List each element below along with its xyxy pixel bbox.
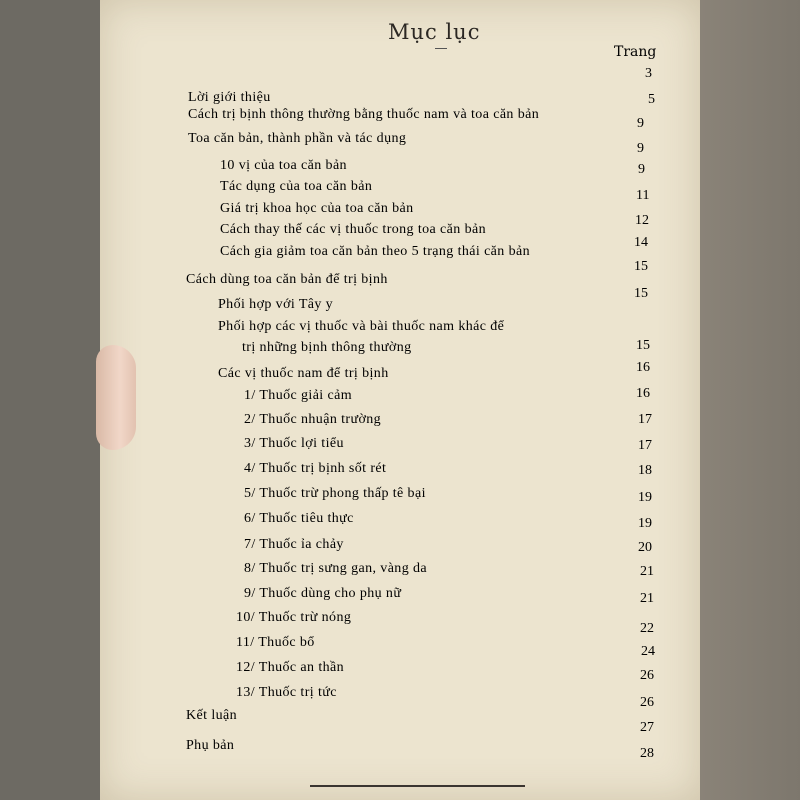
toc-page-number: 19 <box>638 490 652 505</box>
toc-page-number: 21 <box>640 564 654 579</box>
toc-entry: 7/ Thuốc ỉa chảy <box>244 537 344 552</box>
toc-page-number: 26 <box>640 695 654 710</box>
page-number: 3 <box>645 66 652 81</box>
toc-page-number: 9 <box>637 141 644 156</box>
toc-entry: 3/ Thuốc lợi tiểu <box>244 436 344 451</box>
toc-entry: 8/ Thuốc trị sưng gan, vàng da <box>244 561 428 576</box>
toc-entry: 10 vị của toa căn bản <box>220 158 347 173</box>
toc-entry: Kết luận <box>186 708 238 723</box>
toc-page-number: 18 <box>638 463 652 478</box>
toc-page-number: 24 <box>641 644 655 659</box>
toc-entry: Cách dùng toa căn bản để trị bịnh <box>186 272 388 287</box>
toc-page-number: 21 <box>640 591 654 606</box>
toc-page-number: 17 <box>638 438 652 453</box>
toc-entry: Lời giới thiệu <box>188 90 271 105</box>
toc-entry: 2/ Thuốc nhuận trường <box>244 412 382 427</box>
toc-entry: 13/ Thuốc trị tức <box>236 685 337 700</box>
toc-page-number: 9 <box>637 116 644 131</box>
toc-entry: 11/ Thuốc bổ <box>236 635 315 650</box>
toc-entry: Cách gia giảm toa căn bản theo 5 trạng thái căn bản <box>220 244 531 259</box>
toc-page-number: 11 <box>636 188 650 203</box>
toc-page-number: 19 <box>638 516 652 531</box>
toc-entry: 9/ Thuốc dùng cho phụ nữ <box>244 586 402 601</box>
toc-entry: Cách trị bịnh thông thường bằng thuốc nam và toa căn bản <box>188 107 540 122</box>
toc-entry: Phối hợp với Tây y <box>218 297 334 312</box>
toc-entry: 12/ Thuốc an thần <box>236 660 345 675</box>
toc-entry: Toa căn bản, thành phần và tác dụng <box>188 131 407 146</box>
toc-entry: 1/ Thuốc giải cảm <box>244 388 353 403</box>
toc-page-number: 17 <box>638 412 652 427</box>
toc-page-number: 16 <box>636 386 650 401</box>
toc-page-number: 14 <box>634 235 648 250</box>
page-column-header: Trang <box>614 44 657 60</box>
toc-page-number: 27 <box>640 720 654 735</box>
toc-page-number: 15 <box>634 286 648 301</box>
toc-entry: Phụ bản <box>186 738 235 753</box>
bottom-rule <box>310 785 525 787</box>
toc-entry: trị những bịnh thông thường <box>242 340 412 355</box>
toc-entry: Cách thay thế các vị thuốc trong toa căn bản <box>220 222 487 237</box>
table-surface <box>700 0 800 800</box>
thumb <box>96 345 136 450</box>
toc-page-number: 26 <box>640 668 654 683</box>
toc-entry: Các vị thuốc nam để trị bịnh <box>218 366 389 381</box>
toc-page-number: 9 <box>638 162 645 177</box>
toc-entry: Tác dụng của toa căn bản <box>220 179 373 194</box>
toc-page-number: 20 <box>638 540 652 555</box>
page-title: Mục lục <box>388 20 481 44</box>
toc-page-number: 22 <box>640 621 654 636</box>
toc-entry: 5/ Thuốc trừ phong thấp tê bại <box>244 486 426 501</box>
toc-page-number: 15 <box>634 259 648 274</box>
toc-page-number: 15 <box>636 338 650 353</box>
toc-page-number: 12 <box>635 213 649 228</box>
toc-entry: Giá trị khoa học của toa căn bản <box>220 201 414 216</box>
toc-entry: 10/ Thuốc trừ nóng <box>236 610 352 625</box>
toc-entry: Phối hợp các vị thuốc và bài thuốc nam khác để <box>218 319 505 334</box>
title-underline <box>435 48 447 49</box>
toc-page-number: 28 <box>640 746 654 761</box>
toc-entry: 4/ Thuốc trị bịnh sốt rét <box>244 461 387 476</box>
toc-entry: 6/ Thuốc tiêu thực <box>244 511 354 526</box>
toc-page-number: 16 <box>636 360 650 375</box>
toc-page-number: 5 <box>648 92 655 107</box>
